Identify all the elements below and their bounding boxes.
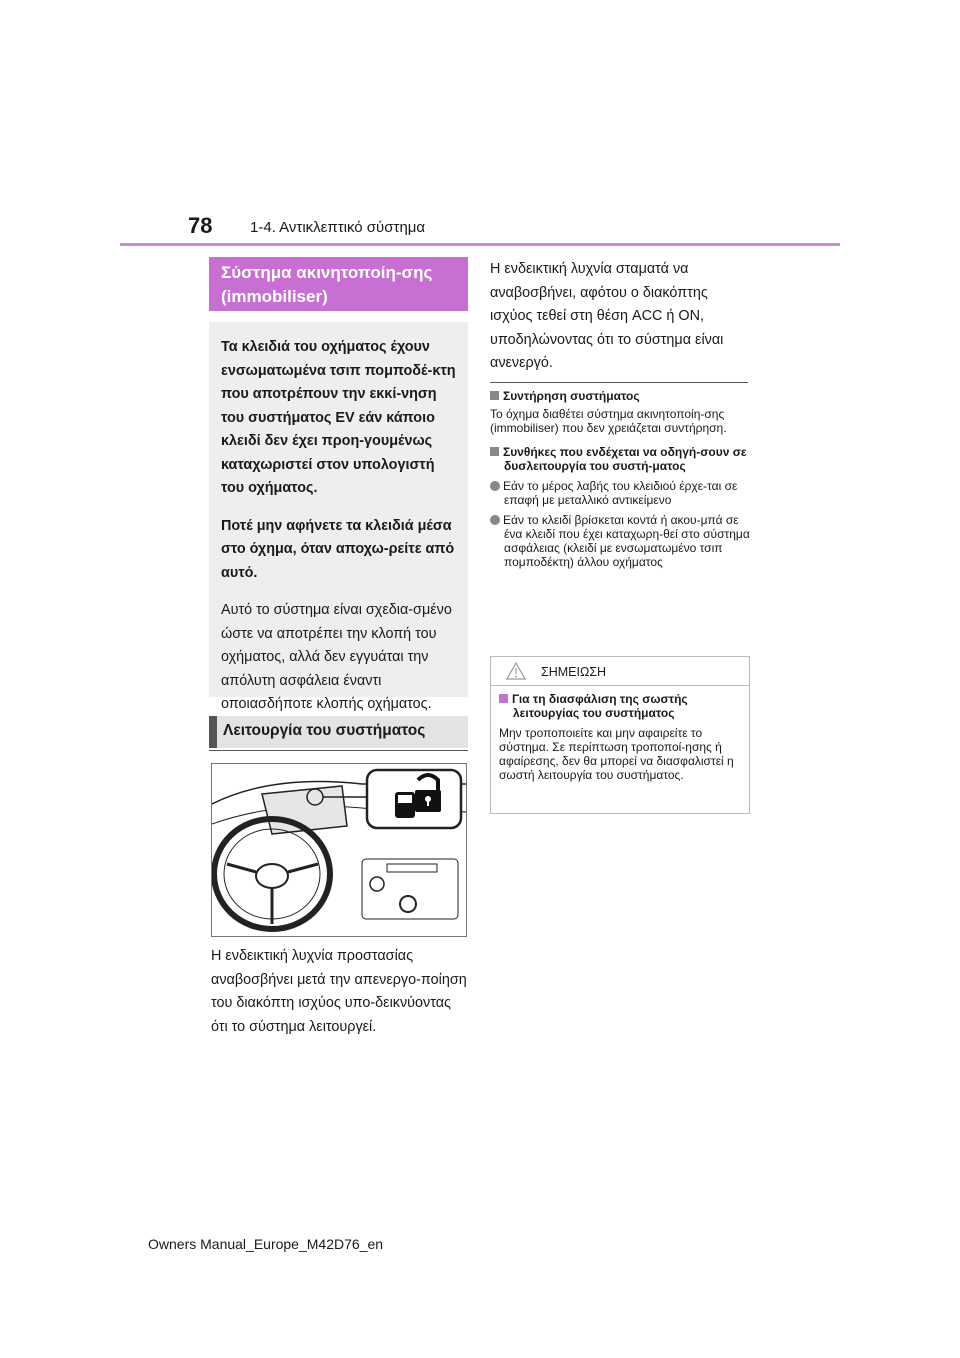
square-bullet-icon — [490, 447, 499, 456]
maintenance-section — [490, 389, 752, 569]
indicator-paragraph: Η ενδεικτική λυχνία σταματά να αναβοσβήνει, αφότου ο διακόπτης ισχύος τεθεί στη θέση ACC ή ON, υποδηλώνοντας ότι το σύστημα είναι ανενεργό. — [490, 261, 724, 371]
dashboard-drawing — [212, 764, 467, 937]
immobiliser-heading: Σύστημα ακινητοποίη-σης (immobiliser) — [209, 257, 468, 311]
operation-heading: Λειτουργία του συστήματος — [209, 716, 468, 748]
maintenance-title: Συντήρηση συστήματος — [503, 389, 640, 403]
page-number: 78 — [188, 213, 213, 238]
right-divider — [490, 382, 748, 383]
immobiliser-para-2: Ποτέ μην αφήνετε τα κλειδιά μέσα στο όχημα, όταν αποχω-ρείτε από αυτό. — [221, 517, 455, 581]
operation-caption: Η ενδεικτική λυχνία προστασίας αναβοσβήνει μετά την απενεργο-ποίηση του διακόπτη ισχύος υπο-δεικνύοντας ότι το σύστημα λειτουργεί. — [211, 948, 467, 1035]
dashboard-illustration — [211, 763, 467, 937]
notice-subtitle: Για τη διασφάλιση της σωστής λειτουργίας του συστήματος — [512, 692, 688, 720]
operation-divider — [209, 750, 468, 751]
warning-triangle-icon — [505, 661, 527, 681]
header-divider — [120, 243, 840, 246]
notice-box — [490, 656, 750, 814]
square-bullet-icon — [490, 391, 499, 400]
dot-bullet-icon — [490, 515, 500, 525]
list-item: Εάν το κλειδί βρίσκεται κοντά ή ακου-μπά σε ένα κλειδί που έχει καταχωρη-θεί στο σύστημα ασφάλειας (κλειδί με ενσωματωμένο τσιπ πομποδέκτη) άλλου οχήματος — [490, 513, 752, 569]
notice-title: ΣΗΜΕΙΩΣΗ — [541, 665, 607, 679]
malfunction-title: Συνθήκες που ενδέχεται να οδηγή-σουν σε δυσλειτουργία του συστή-ματος — [503, 445, 747, 473]
square-bullet-icon — [499, 694, 508, 703]
footer-text: Owners Manual_Europe_M42D76_en — [148, 1236, 384, 1252]
notice-text: Μην τροποποιείτε και μην αφαιρείτε το σύστημα. Σε περίπτωση τροποποί-ησης ή αφαίρεσης, δεν θα μπορεί να διασφαλιστεί η σωστή λειτουργία του συστήματος. — [499, 726, 734, 782]
immobiliser-box — [209, 322, 468, 712]
immobiliser-para-3: Αυτό το σύστημα είναι σχεδια-σμένο ώστε να αποτρέπει την κλοπή του οχήματος, αλλά δεν εγγυάται την απόλυτη ασφάλεια έναντι οποιασδήποτε κλοπής οχήματος. — [221, 602, 452, 712]
list-item: Εάν το μέρος λαβής του κλειδιού έρχε-ται σε επαφή με μεταλλικό αντικείμενο — [490, 479, 752, 507]
dot-bullet-icon — [490, 481, 500, 491]
immobiliser-para-1: Τα κλειδιά του οχήματος έχουν ενσωματωμένα τσιπ πομποδέ-κτη που αποτρέπουν την εκκί-νηση του συστήματος EV εάν κάποιο κλειδί δεν έχει προη-γουμένως καταχωριστεί στον υπολογιστή του οχήματος. — [221, 339, 456, 496]
maintenance-text: Το όχημα διαθέτει σύστημα ακινητοποίη-σης (immobiliser) που δεν χρειάζεται συντήρηση. — [490, 407, 727, 435]
section-title: 1-4. Αντικλεπτικό σύστημα — [250, 219, 426, 236]
